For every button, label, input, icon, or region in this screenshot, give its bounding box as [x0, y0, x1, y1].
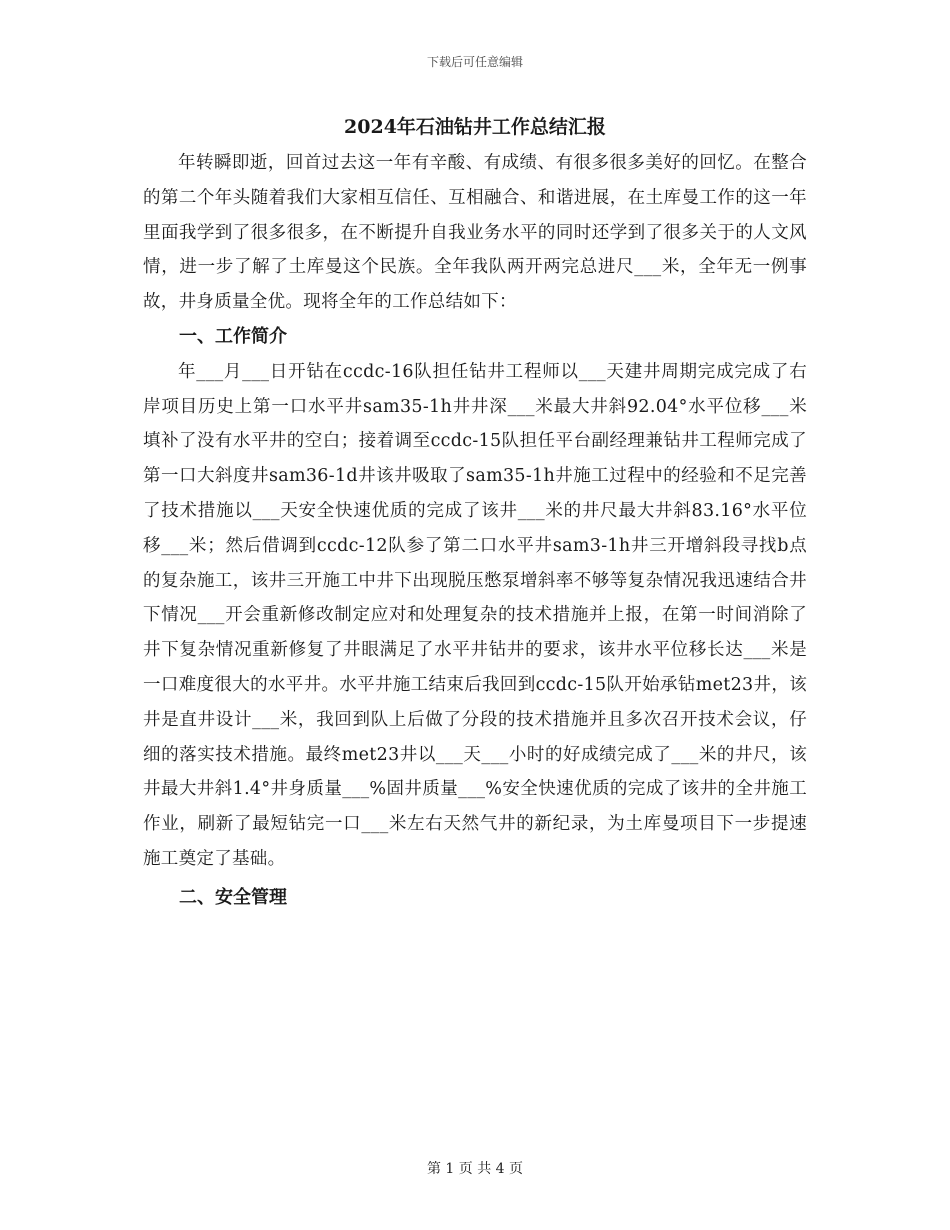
section-heading-work-intro: 一、工作简介 [179, 325, 287, 347]
document-title: 2024年石油钻井工作总结汇报 [344, 116, 606, 138]
intro-paragraph: 年转瞬即逝，回首过去这一年有辛酸、有成绩、有很多很多美好的回忆。在整合的第二个年头随着我们大家相互信任、互相融合、和谐进展，在土库曼工作的这一年里面我学到了很多很多，在不断提升自我业务水平的同时还学到了很多关于的人文风情，进一步了解了土库曼这个民族。全年我队两开两完总进尺___米，全年无一例事故，井身质量全优。现将全年的工作总结如下： [143, 153, 807, 313]
work-intro-paragraph: 年___月___日开钻在ccdc-16队担任钻井工程师以___天建井周期完成完成了右岸项目历史上第一口水平井sam35-1h井井深___米最大井斜92.04°水平位移___米填补了没有水平井的空白；接着调至ccdc-15队担任平台副经理兼钻井工程师完成了第一口大斜度井sam36-1d井该井吸取了sam35-1h井施工过程中的经验和不足完善了技术措施以___天安全快速优质的完成了该井___米的井尺最大井斜83.16°水平位移___米；然后借调到ccdc-12队参了第二口水平井sam3-1h井三开增斜段寻找b点的复杂施工，该井三开施工中井下出现脱压憋泵增斜率不够等复杂情况我迅速结合井下情况___开会重新修改制定应对和处理复杂的技术措施并上报，在第一时间消除了井下复杂情况重新修复了井眼满足了水平井钻井的要求，该井水平位移长达___米是一口难度很大的水平井。水平井施工结束后我回到ccdc-15队开始承钻met23井，该井是直井设计___米，我回到队上后做了分段的技术措施并且多次召开技术会议，仔细的落实技术措施。最终met23井以___天___小时的好成绩完成了___米的井尺，该井最大井斜1.4°井身质量___%固井质量___%安全快速优质的完成了该井的全井施工作业，刷新了最短钻完一口___米左右天然气井的新纪录，为土库曼项目下一步提速施工奠定了基础。 [143, 361, 807, 869]
section-heading-safety: 二、安全管理 [179, 886, 287, 908]
page-footer: 第 1 页 共 4 页 [426, 1161, 524, 1177]
page-header: 下载后可任意编辑 [426, 55, 523, 69]
document-body [143, 110, 807, 916]
